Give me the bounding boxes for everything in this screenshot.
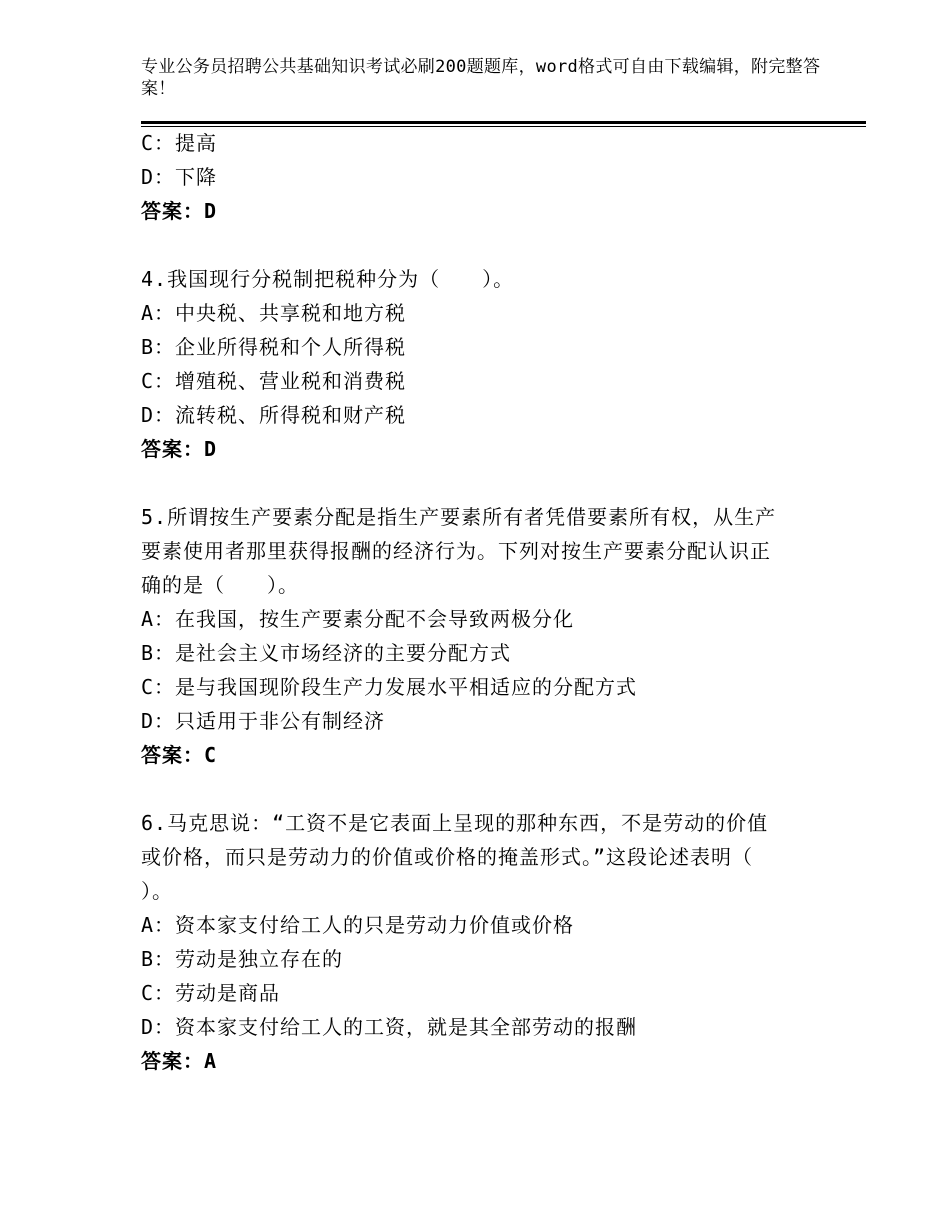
question-6-text-line-3: ）。 <box>141 879 173 903</box>
option-d: D：只适用于非公有制经济 <box>141 709 386 733</box>
spacer <box>141 228 821 262</box>
option-c: C：是与我国现阶段生产力发展水平相适应的分配方式 <box>141 675 638 699</box>
option-d: D：下降 <box>141 165 218 189</box>
header-rule-thick <box>141 121 866 124</box>
option-b: B：是社会主义市场经济的主要分配方式 <box>141 641 512 665</box>
option-c: C：劳动是商品 <box>141 981 281 1005</box>
question-5-block <box>141 500 821 772</box>
option-b: B：企业所得税和个人所得税 <box>141 335 407 359</box>
question-6-block <box>141 806 821 1078</box>
question-5-text-line-2: 要素使用者那里获得报酬的经济行为。下列对按生产要素分配认识正 <box>141 539 771 563</box>
option-d: D：资本家支付给工人的工资，就是其全部劳动的报酬 <box>141 1015 638 1039</box>
question-6-text-line-1: 6.马克思说：“工资不是它表面上呈现的那种东西，不是劳动的价值 <box>141 811 769 835</box>
option-a: A：在我国，按生产要素分配不会导致两极分化 <box>141 607 575 631</box>
option-c: C：增殖税、营业税和消费税 <box>141 369 407 393</box>
answer-line: 答案：D <box>141 437 218 461</box>
question-4-text: 4.我国现行分税制把税种分为（ ）。 <box>141 267 515 291</box>
page-header: 专业公务员招聘公共基础知识考试必刷200题题库，word格式可自由下载编辑，附完整答案！ <box>141 57 821 99</box>
answer-line: 答案：D <box>141 199 218 223</box>
option-d: D：流转税、所得税和财产税 <box>141 403 407 427</box>
question-5-text-line-3: 确的是（ ）。 <box>141 573 299 597</box>
spacer <box>141 772 821 806</box>
answer-line: 答案：A <box>141 1049 218 1073</box>
option-b: B：劳动是独立存在的 <box>141 947 344 971</box>
question-4-block <box>141 262 821 466</box>
option-a: A：资本家支付给工人的只是劳动力价值或价格 <box>141 913 575 937</box>
option-a: A：中央税、共享税和地方税 <box>141 301 407 325</box>
question-6-text-line-2: 或价格，而只是劳动力的价值或价格的掩盖形式。”这段论述表明（ <box>141 845 754 869</box>
prev-question-block <box>141 126 821 228</box>
answer-line: 答案：C <box>141 743 218 767</box>
spacer <box>141 466 821 500</box>
option-c: C：提高 <box>141 131 218 155</box>
question-5-text-line-1: 5.所谓按生产要素分配是指生产要素所有者凭借要素所有权，从生产 <box>141 505 777 529</box>
question-content <box>141 126 821 1078</box>
